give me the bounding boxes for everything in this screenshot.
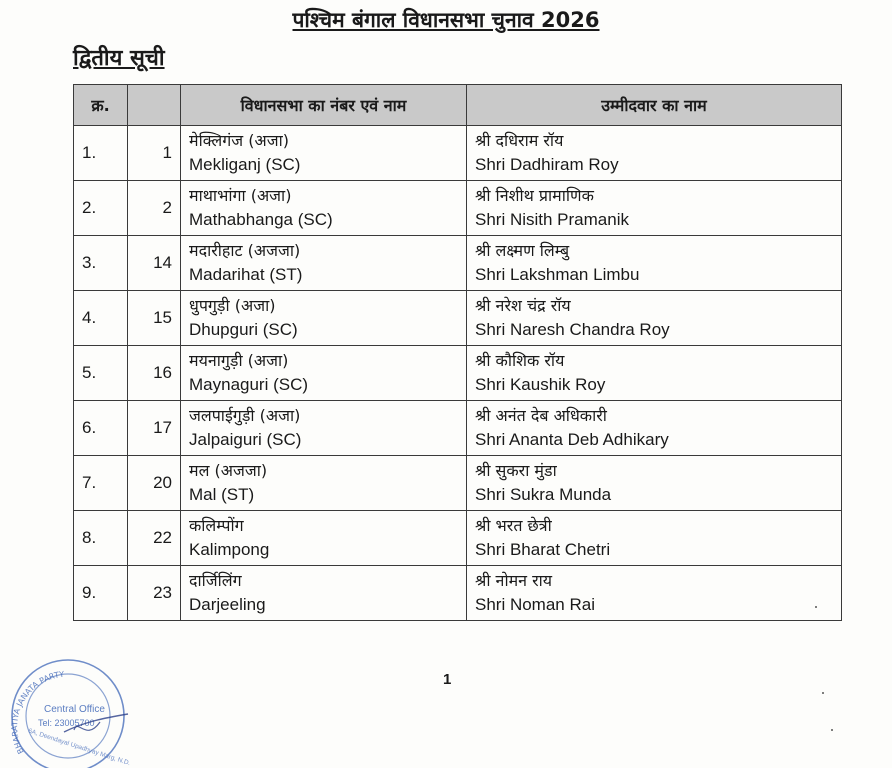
candidate-name-english: Shri Sukra Munda [475,485,612,504]
constituency-name-hindi: मदारीहाट (अजजा) [189,241,301,260]
constituency-number-cell: 17 [128,401,181,456]
candidate-cell [467,291,842,346]
constituency-cell [181,291,467,346]
constituency-name-english: Mathabhanga (SC) [189,210,333,229]
candidate-cell [467,346,842,401]
constituency-name-english: Mekliganj (SC) [189,155,301,174]
header-candidate: उम्मीदवार का नाम [467,85,842,126]
constituency-name-hindi: मल (अजजा) [189,461,268,480]
constituency-number-cell: 20 [128,456,181,511]
constituency-cell [181,566,467,621]
constituency-cell [181,126,467,181]
serial-cell: 8. [74,511,128,566]
constituency-number-cell: 2 [128,181,181,236]
constituency-number-cell: 15 [128,291,181,346]
header-serial: क्र. [74,85,128,126]
serial-cell: 4. [74,291,128,346]
candidate-name-english: Shri Lakshman Limbu [475,265,640,284]
candidate-cell [467,566,842,621]
constituency-name-hindi: धुपगुड़ी (अजा) [189,296,276,315]
table-row [74,236,842,291]
constituency-cell [181,181,467,236]
constituency-cell [181,456,467,511]
scan-speck [822,692,824,694]
candidate-name-hindi: श्री नोमन राय [475,571,553,590]
stamp-address-text: 6A, Deendayal Upadhyay Marg, N.D. [27,727,132,768]
constituency-number-cell: 16 [128,346,181,401]
serial-cell: 1. [74,126,128,181]
table-row [74,181,842,236]
stamp-tel-text: Tel: 23005700 [38,718,95,728]
serial-cell: 7. [74,456,128,511]
candidate-name-hindi: श्री निशीथ प्रामाणिक [475,186,594,205]
table-row [74,346,842,401]
constituency-name-english: Kalimpong [189,540,270,559]
constituency-cell [181,346,467,401]
candidate-name-hindi: श्री भरत छेत्री [475,516,552,535]
candidate-cell [467,401,842,456]
candidate-table [73,84,842,621]
candidate-name-hindi: श्री अनंत देब अधिकारी [475,406,607,425]
page-number: 1 [443,671,452,688]
constituency-name-english: Madarihat (ST) [189,265,303,284]
constituency-name-english: Dhupguri (SC) [189,320,298,339]
candidate-name-english: Shri Dadhiram Roy [475,155,619,174]
candidate-name-hindi: श्री कौशिक रॉय [475,351,565,370]
table-row [74,456,842,511]
serial-cell: 6. [74,401,128,456]
candidate-name-english: Shri Bharat Chetri [475,540,611,559]
constituency-cell [181,236,467,291]
table-row [74,511,842,566]
table-row [74,291,842,346]
constituency-name-hindi: मेक्लिगंज (अजा) [189,131,289,150]
table-row [74,126,842,181]
constituency-cell [181,401,467,456]
constituency-name-english: Mal (ST) [189,485,255,504]
candidate-cell [467,456,842,511]
candidate-name-hindi: श्री दधिराम रॉय [475,131,564,150]
constituency-name-hindi: मयनागुड़ी (अजा) [189,351,289,370]
serial-cell: 3. [74,236,128,291]
constituency-number-cell: 23 [128,566,181,621]
constituency-name-english: Maynaguri (SC) [189,375,309,394]
candidate-name-english: Shri Naresh Chandra Roy [475,320,670,339]
candidate-name-hindi: श्री नरेश चंद्र रॉय [475,296,571,315]
stamp-office-text: Central Office [44,704,105,715]
party-stamp [4,656,132,768]
candidate-cell [467,511,842,566]
header-constituency: विधानसभा का नंबर एवं नाम [181,85,467,126]
constituency-number-cell: 1 [128,126,181,181]
constituency-name-hindi: माथाभांगा (अजा) [189,186,292,205]
candidate-name-english: Shri Kaushik Roy [475,375,606,394]
constituency-name-english: Darjeeling [189,595,266,614]
header-number [128,85,181,126]
serial-cell: 2. [74,181,128,236]
candidate-name-english: Shri Nisith Pramanik [475,210,629,229]
candidate-cell [467,126,842,181]
candidate-name-english: Shri Ananta Deb Adhikary [475,430,669,449]
constituency-name-english: Jalpaiguri (SC) [189,430,302,449]
scan-speck [831,729,833,731]
serial-cell: 5. [74,346,128,401]
candidate-cell [467,181,842,236]
stamp-arc-text: BHARATIYA JANATA PARTY [10,669,65,756]
candidate-name-english: Shri Noman Rai [475,595,595,614]
table-header-row [74,85,842,126]
constituency-name-hindi: जलपाईगुड़ी (अजा) [189,406,301,425]
constituency-number-cell: 14 [128,236,181,291]
table-row [74,566,842,621]
constituency-name-hindi: कलिम्पोंग [189,516,244,535]
candidate-cell [467,236,842,291]
constituency-cell [181,511,467,566]
serial-cell: 9. [74,566,128,621]
constituency-name-hindi: दार्जिलिंग [189,571,242,590]
table-row [74,401,842,456]
document-title: पश्चिम बंगाल विधानसभा चुनाव 2026 [292,8,600,32]
scan-speck [815,606,817,608]
candidate-name-hindi: श्री सुकरा मुंडा [475,461,557,480]
candidate-name-hindi: श्री लक्ष्मण लिम्बु [475,241,570,260]
constituency-number-cell: 22 [128,511,181,566]
list-subtitle: द्वितीय सूची [73,46,165,71]
